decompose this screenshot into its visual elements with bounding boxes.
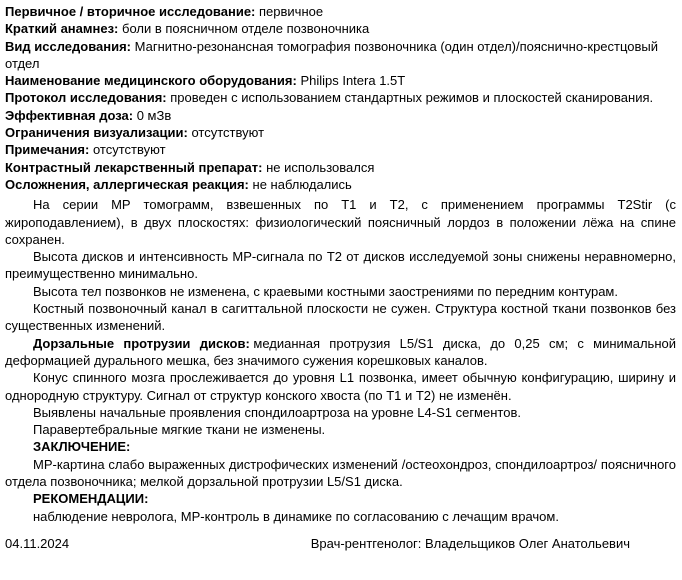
report-body: [5, 196, 676, 525]
recommendations-heading: [5, 490, 676, 507]
field-label: Эффективная доза:: [5, 107, 134, 123]
field-exam-kind: [5, 38, 676, 73]
field-value: не использовался: [266, 159, 375, 175]
conclusion-heading: [5, 438, 676, 455]
paragraph-text: Высота дисков и интенсивность МР-сигнала по Т2 от дисков исследуемой зоны снижены неравномерно, преимущественно минимально.: [5, 249, 676, 282]
paragraph-spondyloarthrosis: [5, 404, 676, 421]
field-protocol: [5, 89, 676, 106]
paragraph-text: Высота тел позвонков не изменена, с краевыми костными заострениями по передним контурам.: [33, 283, 618, 299]
field-value: проведен с использованием стандартных режимов и плоскостей сканирования.: [170, 90, 654, 106]
field-value: 0 мЗв: [136, 107, 172, 123]
paragraph-text: На серии МР томограмм, взвешенных по Т1 и Т2, с применением программы T2Stir (с жироподавлением), в двух плоскостях: физиологический поясничный лордоз в положении лёжа на спине сохранен.: [5, 197, 676, 247]
report-header-fields: [5, 3, 676, 193]
field-label: Осложнения, аллергическая реакция:: [5, 176, 249, 192]
paragraph-conclusion: [5, 456, 676, 491]
paragraph-text: наблюдение невролога, МР-контроль в динамике по согласованию с лечащим врачом.: [33, 508, 559, 524]
paragraph-dorsal-protrusions: [5, 335, 676, 370]
paragraph-paravertebral-tissues: [5, 421, 676, 438]
paragraph-spinal-canal: [5, 300, 676, 335]
field-value: отсутствуют: [92, 142, 166, 158]
field-label: Контрастный лекарственный препарат:: [5, 159, 263, 175]
field-visualization-limits: [5, 124, 676, 141]
field-value: первичное: [259, 4, 324, 19]
paragraph-text: МР-картина слабо выраженных дистрофических изменений /остеохондроз, спондилоартроз/ поясничного отдела позвоночника; мелкой дорзальной протрузии L5/S1 диска.: [5, 456, 676, 490]
field-label: Протокол исследования:: [5, 90, 167, 106]
field-contrast: [5, 159, 676, 176]
field-value: не наблюдались: [252, 176, 352, 192]
field-label: Наименование медицинского оборудования:: [5, 73, 297, 89]
paragraph-conus-medullaris: [5, 369, 676, 404]
paragraph-label: Дорзальные протрузии дисков:: [33, 335, 250, 351]
paragraph-series-description: [5, 196, 676, 248]
paragraph-disc-height: [5, 248, 676, 283]
field-dose: [5, 107, 676, 124]
field-label: Ограничения визуализации:: [5, 125, 188, 141]
field-value: Магнитно-резонансная томография позвоночника (один отдел)/пояснично-крестцовый отдел: [5, 38, 659, 71]
field-notes: [5, 141, 676, 158]
field-equipment: [5, 72, 676, 89]
field-value: Philips Intera 1.5T: [300, 73, 406, 89]
report-footer: [5, 535, 676, 552]
field-study-type: [5, 3, 676, 20]
field-label: Вид исследования:: [5, 38, 132, 54]
paragraph-label: РЕКОМЕНДАЦИИ:: [33, 491, 149, 507]
field-complications: [5, 176, 676, 193]
report-date: 04.11.2024: [5, 535, 70, 551]
paragraph-recommendations: [5, 508, 676, 525]
paragraph-text: Костный позвоночный канал в сагиттальной плоскости не сужен. Структура костной ткани позвонков без существенных изменений.: [5, 301, 676, 334]
field-value: отсутствуют: [191, 125, 265, 141]
field-anamnesis: [5, 20, 676, 37]
paragraph-text: Конус спинного мозга прослеживается до уровня L1 позвонка, имеет обычную конфигурацию, ширину и однородную структуру. Сигнал от структур конского хвоста (по Т1 и Т2) не изменён.: [5, 370, 676, 403]
field-label: Примечания:: [5, 142, 90, 158]
field-label: Краткий анамнез:: [5, 21, 119, 37]
paragraph-text: медианная протрузия L5/S1 диска, до 0,25 см; с минимальной деформацией дурального мешка, без значимого сужения корешковых каналов.: [5, 335, 676, 368]
paragraph-vertebra-height: [5, 283, 676, 300]
doctor-signature: Врач-рентгенолог: Владельщиков Олег Анатольевич: [310, 535, 630, 551]
field-label: Первичное / вторичное исследование:: [5, 4, 256, 19]
paragraph-text: Выявлены начальные проявления спондилоартроза на уровне L4-S1 сегментов.: [33, 404, 521, 420]
paragraph-label: ЗАКЛЮЧЕНИЕ:: [33, 439, 131, 455]
field-value: боли в поясничном отделе позвоночника: [122, 21, 370, 37]
paragraph-text: Паравертебральные мягкие ткани не изменены.: [33, 422, 326, 438]
